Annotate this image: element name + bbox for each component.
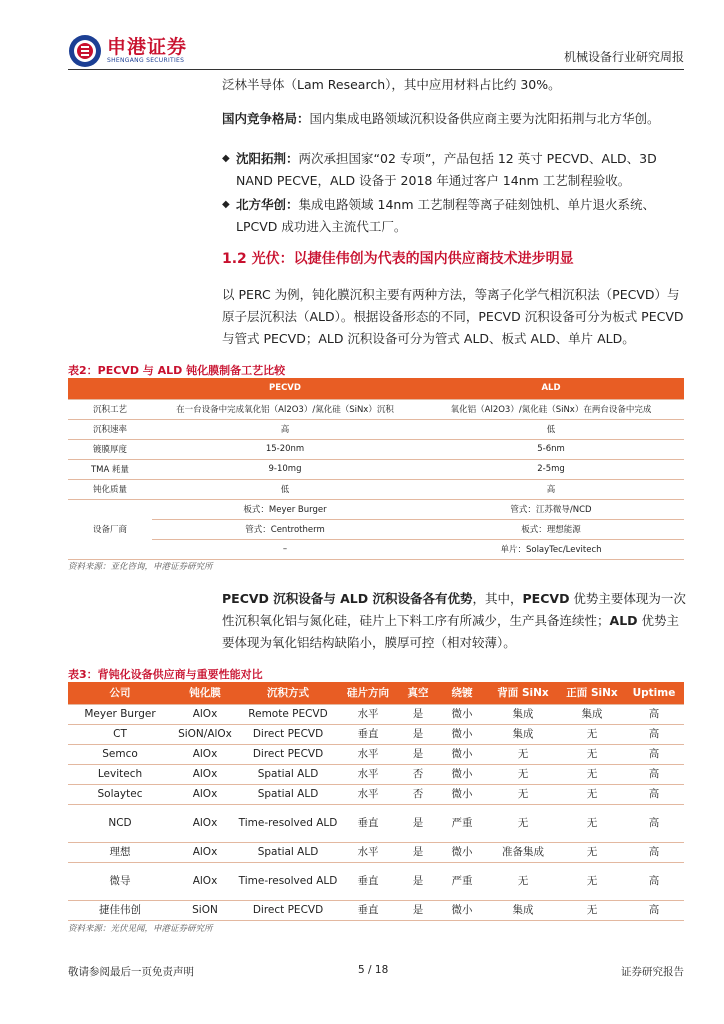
table-cell: CT — [68, 724, 172, 744]
table-cell: 板式：理想能源 — [418, 519, 684, 539]
table-row — [68, 744, 684, 764]
table-header-cell — [68, 378, 152, 399]
table-cell: 管式：Centrotherm — [152, 519, 418, 539]
table-cell: Remote PECVD — [238, 704, 338, 724]
table-cell: Spatial ALD — [238, 842, 338, 862]
table-row — [68, 724, 684, 744]
table-cell: 是 — [398, 724, 438, 744]
table-row — [68, 499, 684, 519]
table-cell: 无 — [560, 862, 624, 900]
table-cell: 单片：SolayTec/Levitech — [418, 539, 684, 559]
table-cell: 准备集成 — [486, 842, 560, 862]
table-cell: Direct PECVD — [238, 724, 338, 744]
table-cell: 水平 — [338, 704, 398, 724]
logo-name-en: SHENGANG SECURITIES — [107, 57, 185, 64]
table-cell: 无 — [560, 764, 624, 784]
table-cell: Time-resolved ALD — [238, 804, 338, 842]
table-cell: 垂直 — [338, 724, 398, 744]
table3-source: 资料来源：光伏见闻，申港证券研究所 — [68, 924, 213, 934]
bullet-text: 两次承担国家“02 专项”，产品包括 12 英寸 PECVD、ALD、3D NAND PECVE，ALD 设备于 2018 年通过客户 14nm 工艺制程验收。 — [236, 151, 657, 188]
table-cell: 水平 — [338, 784, 398, 804]
company-logo — [68, 34, 187, 68]
table3 — [68, 682, 684, 921]
table-cell: 是 — [398, 804, 438, 842]
table-cell: NCD — [68, 804, 172, 842]
table-cell: 高 — [624, 842, 684, 862]
intro-line: 泛林半导体（Lam Research），其中应用材料占比约 30%。 — [222, 77, 561, 92]
bullet-item — [222, 148, 686, 192]
table-cell: Time-resolved ALD — [238, 862, 338, 900]
pecvd-para-text3: 优势主要体现为氧化铝结构缺陷小，膜厚可控（相对较薄）。 — [222, 613, 680, 650]
table-row — [68, 862, 684, 900]
table-cell: 微小 — [438, 744, 486, 764]
table-row — [68, 459, 684, 479]
table-cell: AlOx — [172, 804, 238, 842]
table2-source: 资料来源：亚化咨询，申港证券研究所 — [68, 562, 213, 572]
table-cell: 水平 — [338, 842, 398, 862]
table-cell: AlOx — [172, 784, 238, 804]
table-cell: 钝化质量 — [68, 479, 152, 499]
table-cell: 高 — [624, 764, 684, 784]
table-cell: 微小 — [438, 724, 486, 744]
table-cell: AlOx — [172, 704, 238, 724]
table-row — [68, 539, 684, 559]
report-title: 机械设备行业研究周报 — [563, 50, 684, 64]
table-header-cell: 正面 SiNx — [560, 682, 624, 704]
table-cell: SiON/AlOx — [172, 724, 238, 744]
table-header-cell: 绕镀 — [438, 682, 486, 704]
table-row — [68, 900, 684, 920]
bullet-diamond-icon: ◆ — [222, 153, 230, 164]
table2-title: 表2：PECVD 与 ALD 钝化膜制备工艺比较 — [68, 364, 286, 377]
table-header-cell: 硅片方向 — [338, 682, 398, 704]
table-cell: 高 — [624, 704, 684, 724]
domestic-text: 国内集成电路领域沉积设备供应商主要为沈阳拓荆与北方华创。 — [309, 111, 660, 126]
bullet-text: 集成电路领域 14nm 工艺制程等离子硅刻蚀机、单片退火系统、LPCVD 成功进入主流代工厂。 — [236, 197, 655, 234]
domestic-label: 国内竞争格局： — [222, 111, 310, 126]
table-row — [68, 842, 684, 862]
report-type: 证券研究报告 — [621, 966, 684, 978]
table-cell: 管式：江苏微导/NCD — [418, 499, 684, 519]
logo-name-cn: 申港证券 — [107, 36, 188, 58]
table-cell: 高 — [152, 419, 418, 439]
table-cell: 是 — [398, 842, 438, 862]
table-row — [68, 399, 684, 419]
pecvd-para-bold: PECVD 沉积设备与 ALD 沉积设备各有优势 — [222, 591, 473, 606]
bullet-item — [222, 194, 686, 238]
table-cell: 是 — [398, 862, 438, 900]
bullet-label: 沈阳拓荆： — [236, 151, 299, 166]
table-cell: 9-10mg — [152, 459, 418, 479]
table-cell: AlOx — [172, 842, 238, 862]
table-cell: 理想 — [68, 842, 172, 862]
table-row — [68, 784, 684, 804]
table-cell: 高 — [624, 862, 684, 900]
table-cell: 沉积工艺 — [68, 399, 152, 419]
table-cell: 无 — [560, 804, 624, 842]
table-cell: 集成 — [486, 900, 560, 920]
table-cell: 严重 — [438, 804, 486, 842]
pecvd-ald-paragraph — [222, 588, 686, 654]
table-cell: 无 — [560, 900, 624, 920]
table-cell: Meyer Burger — [68, 704, 172, 724]
section-heading: 1.2 光伏：以捷佳伟创为代表的国内供应商技术进步明显 — [222, 251, 574, 267]
table-cell: 氧化铝（Al2O3）/氮化硅（SiNx）在两台设备中完成 — [418, 399, 684, 419]
table-cell: AlOx — [172, 862, 238, 900]
table-cell: 是 — [398, 704, 438, 724]
page-number: 5 / 18 — [358, 964, 389, 976]
table-row — [68, 519, 684, 539]
table-cell: 高 — [624, 744, 684, 764]
table-cell: 是 — [398, 744, 438, 764]
table-header-cell: 公司 — [68, 682, 172, 704]
table-cell: 否 — [398, 764, 438, 784]
table-cell: 无 — [486, 764, 560, 784]
logo-emblem-icon — [68, 34, 102, 68]
bullet-label: 北方华创： — [236, 197, 299, 212]
table-cell: AlOx — [172, 744, 238, 764]
table-cell: 低 — [152, 479, 418, 499]
perc-paragraph: 以 PERC 为例，钝化膜沉积主要有两种方法，等离子化学气相沉积法（PECVD）与原子层沉积法（ALD）。根据设备形态的不同，PECVD 沉积设备可分为板式 PECVD 与管式 PECVD；ALD 沉积设备可分为管式 ALD、板式 ALD、单片 ALD。 — [222, 287, 684, 346]
table-cell: Direct PECVD — [238, 744, 338, 764]
pecvd-para-text2: 优势主要体现为一次性沉积氧化铝与氮化硅，硅片上下料工序有所减少，生产具备连续性； — [222, 591, 686, 628]
table-cell: 5-6nm — [418, 439, 684, 459]
table-cell: 捷佳伟创 — [68, 900, 172, 920]
table-cell: TMA 耗量 — [68, 459, 152, 479]
page-header — [68, 34, 684, 70]
table-cell: 无 — [486, 784, 560, 804]
table-row — [68, 704, 684, 724]
table-cell: 微小 — [438, 704, 486, 724]
table-cell: 垂直 — [338, 900, 398, 920]
table-cell: 微小 — [438, 900, 486, 920]
table-cell: 高 — [624, 900, 684, 920]
table-cell: 集成 — [486, 724, 560, 744]
table-cell: 无 — [486, 744, 560, 764]
table-header-cell: 背面 SiNx — [486, 682, 560, 704]
table-cell: Spatial ALD — [238, 784, 338, 804]
table-cell: 垂直 — [338, 862, 398, 900]
table-header-cell: PECVD — [152, 378, 418, 399]
table-cell: 微小 — [438, 784, 486, 804]
table-cell: 高 — [418, 479, 684, 499]
table-cell: 板式：Meyer Burger — [152, 499, 418, 519]
table-header-cell: 钝化膜 — [172, 682, 238, 704]
pecvd-para-bold3: ALD — [609, 613, 638, 628]
table3-title: 表3：背钝化设备供应商与重要性能对比 — [68, 668, 263, 681]
pecvd-para-text: ，其中， — [472, 591, 523, 606]
table-cell: 无 — [486, 862, 560, 900]
table-cell: 是 — [398, 900, 438, 920]
table-cell: Solaytec — [68, 784, 172, 804]
pecvd-para-bold2: PECVD — [522, 591, 570, 606]
table-cell: 无 — [560, 784, 624, 804]
table-cell: 15-20nm — [152, 439, 418, 459]
table-cell: Semco — [68, 744, 172, 764]
table-cell: Spatial ALD — [238, 764, 338, 784]
table-cell: 在一台设备中完成氧化铝（Al2O3）/氮化硅（SiNx）沉积 — [152, 399, 418, 419]
table-cell-vendor-label: 设备厂商 — [68, 499, 152, 559]
table-header-row — [68, 682, 684, 704]
table-row — [68, 804, 684, 842]
table-cell: 集成 — [560, 704, 624, 724]
bullet-diamond-icon: ◆ — [222, 199, 230, 210]
table-cell: Direct PECVD — [238, 900, 338, 920]
table-header-cell: 真空 — [398, 682, 438, 704]
table-cell: 镀膜厚度 — [68, 439, 152, 459]
table-cell: 水平 — [338, 764, 398, 784]
table-header-row — [68, 378, 684, 399]
table-cell: 2-5mg — [418, 459, 684, 479]
table-header-cell: 沉积方式 — [238, 682, 338, 704]
table-header-cell: ALD — [418, 378, 684, 399]
table-row — [68, 439, 684, 459]
table-cell: 无 — [560, 724, 624, 744]
table-row — [68, 419, 684, 439]
table-cell: Levitech — [68, 764, 172, 784]
table-cell: 沉积速率 — [68, 419, 152, 439]
table-cell: 无 — [560, 842, 624, 862]
table-cell: 高 — [624, 724, 684, 744]
table-cell: AlOx — [172, 764, 238, 784]
table-cell: SiON — [172, 900, 238, 920]
table-cell: – — [152, 539, 418, 559]
table-cell: 垂直 — [338, 804, 398, 842]
table-cell: 无 — [486, 804, 560, 842]
table-cell: 否 — [398, 784, 438, 804]
table-cell: 严重 — [438, 862, 486, 900]
table-cell: 无 — [560, 744, 624, 764]
table-row — [68, 479, 684, 499]
table2 — [68, 378, 684, 560]
table-cell: 微导 — [68, 862, 172, 900]
table-row — [68, 764, 684, 784]
table-cell: 高 — [624, 804, 684, 842]
table-cell: 微小 — [438, 764, 486, 784]
table-cell: 低 — [418, 419, 684, 439]
table-cell: 高 — [624, 784, 684, 804]
disclaimer-note: 敬请参阅最后一页免责声明 — [68, 966, 194, 978]
table-header-cell: Uptime — [624, 682, 684, 704]
table-cell: 微小 — [438, 842, 486, 862]
domestic-competition-paragraph — [222, 108, 686, 130]
table-cell: 集成 — [486, 704, 560, 724]
table-cell: 水平 — [338, 744, 398, 764]
